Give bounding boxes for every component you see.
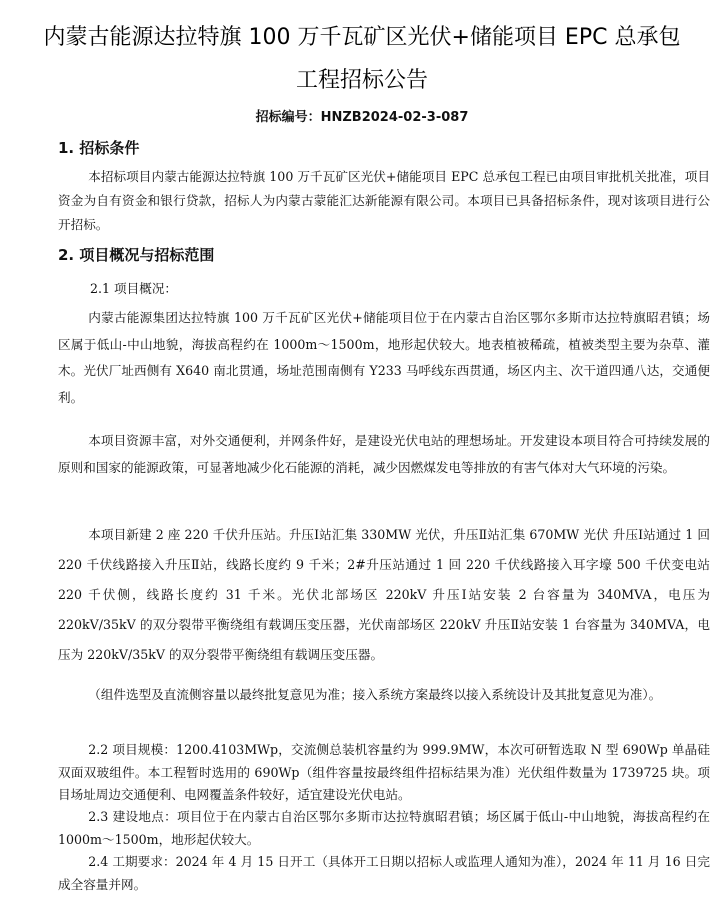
- project-overview-paragraph: 内蒙古能源集团达拉特旗 100 万千瓦矿区光伏+储能项目位于在内蒙古自治区鄂尔多斯市达拉特旗昭君镇；场区属于低山-中山地貌，海拔高程约在 1000m～1500m，地形起伏较大。地表植被稀疏，植被类型主要为杂草、灌木。光伏厂址西侧有 X640 南北贯通，场址范围南侧有 Y233 马呼线东西贯通，场区内主、次干道四通八达，交通便利。: [58, 310, 710, 405]
- project-resource-paragraph: 本项目资源丰富，对外交通便利，并网条件好，是建设光伏电站的理想场址。开发建设本项目符合可持续发展的原则和国家的能源政策，可显著地减少化石能源的消耗，减少因燃煤发电等排放的有害气体对大气环境的污染。: [58, 433, 710, 475]
- section-1-paragraph: 本招标项目内蒙古能源达拉特旗 100 万千瓦矿区光伏+储能项目 EPC 总承包工程已由项目审批机关批准，项目资金为自有资金和银行贷款，招标人为内蒙古蒙能汇达新能源有限公司。本项目已具备招标条件，现对该项目进行公开招标。: [58, 169, 710, 232]
- note-paragraph: （组件选型及直流侧容量以最终批复意见为准；接入系统方案最终以接入系统设计及其批复意见为准）。: [88, 687, 662, 702]
- construction-site-paragraph: 2.3 建设地点：项目位于在内蒙古自治区鄂尔多斯市达拉特旗昭君镇；场区属于低山-中山地貌，海拔高程约在 1000m～1500m，地形起伏较大。: [58, 809, 710, 847]
- section-1-heading: 1. 招标条件: [58, 139, 140, 157]
- subsection-2-1-label: 2.1 项目概况：: [90, 281, 178, 296]
- document-title-line-2: 工程招标公告: [295, 68, 428, 93]
- project-scale-paragraph: 2.2 项目规模：1200.4103MWp，交流侧总装机容量约为 999.9MW，本次可研暂选取 N 型 690Wp 单晶硅双面双玻组件。本工程暂时选用的 690Wp（组件容量按最终组件招标结果为准）光伏组件数量为 1739725 块。项目场址周边交通便利、电网覆盖条件较好，适宜建设光伏电站。: [58, 742, 710, 802]
- section-2-heading: 2. 项目概况与招标范围: [58, 246, 215, 264]
- substation-paragraph: 本项目新建 2 座 220 千伏升压站。升压Ⅰ站汇集 330MW 光伏，升压Ⅱ站汇集 670MW 光伏 升压Ⅰ站通过 1 回 220 千伏线路接入升压Ⅱ站，线路长度约 9 千米；2#升压站通过 1 回 220 千伏线路接入耳字壕 500 千伏变电站 220 千伏侧，线路长度约 31 千米。光伏北部场区 220kV 升压Ⅰ站安装 2 台容量为 340MVA，电压为 220kV/35kV 的双分裂带平衡绕组有载调压变压器，光伏南部场区 220kV 升压Ⅱ站安装 1 台容量为 340MVA，电压为 220kV/35kV 的双分裂带平衡绕组有载调压变压器。: [58, 527, 710, 662]
- bid-number: 招标编号：HNZB2024-02-3-087: [255, 110, 469, 125]
- document-title-line-1: 内蒙古能源达拉特旗 100 万千瓦矿区光伏+储能项目 EPC 总承包: [43, 25, 681, 50]
- schedule-paragraph: 2.4 工期要求：2024 年 4 月 15 日开工（具体开工日期以招标人或监理人通知为准），2024 年 11 月 16 日完成全容量并网。: [58, 854, 710, 892]
